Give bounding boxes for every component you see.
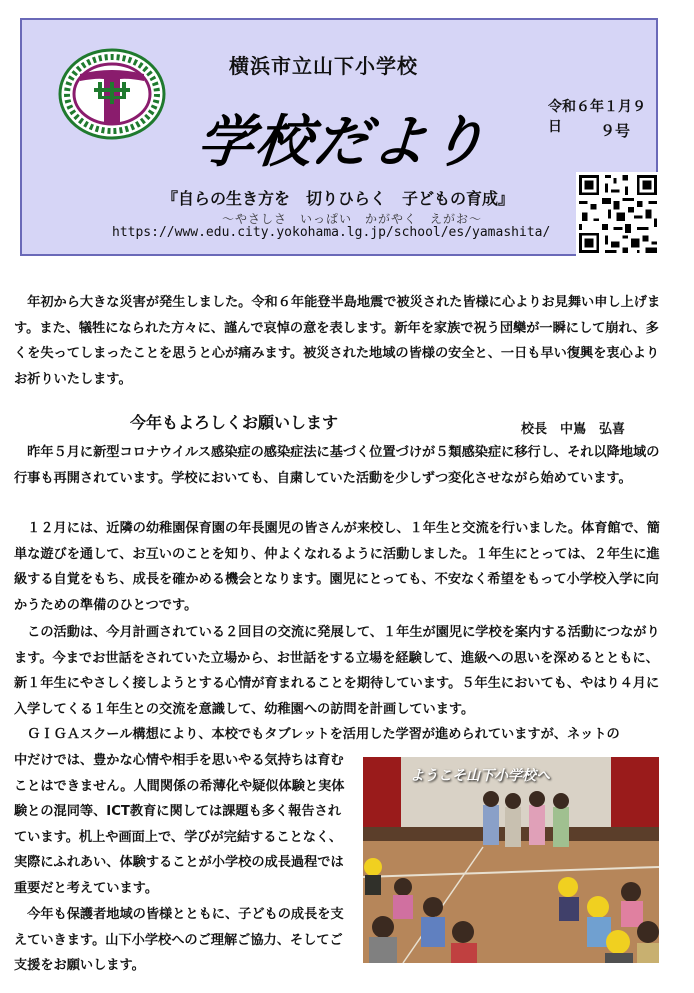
article-paragraph-3: この活動は、今月計画されている２回目の交流に発展して、１年生が園児に学校を案内する活動につながります。今までお世話をされていた立場から、お世話をする立場を経験して、進級への思いを深めるとともに、新１年生にやさしく接しようとする心情が育まれることを期待しています。５年生においても、やはり４月に入学してくる１年生との交流を意識して、幼稚園への訪問を計画しています。 <box>14 625 660 717</box>
article-paragraph-4-body: 中だけでは、豊かな心情や相手を思いやる気持ちは育むことはできません。人間関係の希薄化や疑似体験と実体験との混同等、ICT教育に関しては課題も多く報告されています。机上や画面上で、学びが完結することなく、実際にふれあい、体験することが小学校の成長過程では重要だと考えています。 <box>14 753 345 896</box>
school-logo-icon <box>58 48 166 140</box>
article-paragraph-4-lead: ＧＩＧＡスクール構想により、本校でもタブレットを活用した学習が進められていますが、ネットの <box>14 727 620 742</box>
article-paragraph-2: １２月には、近隣の幼稚園保育園の年長園児の皆さんが来校し、１年生と交流を行いました。体育館で、簡単な遊びを通して、お互いのことを知り、仲よくなれるように活動しました。１年生にとっては、２年生に進級する自覚をもち、成長を確かめる機会となります。園児にとっても、不安なく希望をもって小学校入学に向かうための準備のひとつです。 <box>14 521 660 613</box>
photo-caption: ようこそ山下小学校へ <box>410 768 550 784</box>
school-motto: 『自らの生き方を 切りひらく 子どもの育成』 <box>162 189 515 208</box>
article-paragraph-5: 今年も保護者地域の皆様とともに、子どもの成長を支えていきます。山下小学校へのご理解ご協力、そしてご支援をお願いします。 <box>14 907 344 973</box>
newsletter-title: 学校だより <box>194 110 491 175</box>
sub-motto: ～やさしさ いっぱい かがやく えがお～ <box>222 212 483 226</box>
exchange-event-photo <box>363 757 659 963</box>
qr-code-icon[interactable] <box>576 172 660 256</box>
article-heading: 今年もよろしくお願いします <box>130 413 339 432</box>
intro-paragraph: 年初から大きな災害が発生しました。令和６年能登半島地震で被災された皆様に心よりお見舞い申し上げます。また、犠牲になられた方々に、謹んで哀悼の意を表します。新年を家族で祝う団欒が一瞬にして崩れ、多くを失ってしまったことを思うと心が痛みます。被災された地域の皆様の安全と、一日も早い復興を衷心よりお祈りいたします。 <box>14 295 661 387</box>
issue-number: ９号 <box>600 122 631 140</box>
newsletter-header <box>20 18 658 256</box>
school-url-link[interactable]: https://www.edu.city.yokohama.lg.jp/school/es/yamashita/ <box>112 225 551 240</box>
issue-date: 令和６年１月９日 <box>548 99 646 135</box>
article-paragraph-1: 昨年５月に新型コロナウイルス感染症の感染症法に基づく位置づけが５類感染症に移行し、それ以降地域の行事も再開されています。学校においても、自粛していた活動を少しずつ変化させながら始めています。 <box>14 445 660 486</box>
school-name: 横浜市立山下小学校 <box>229 54 418 78</box>
article-author: 校長 中嶌 弘喜 <box>521 422 626 437</box>
